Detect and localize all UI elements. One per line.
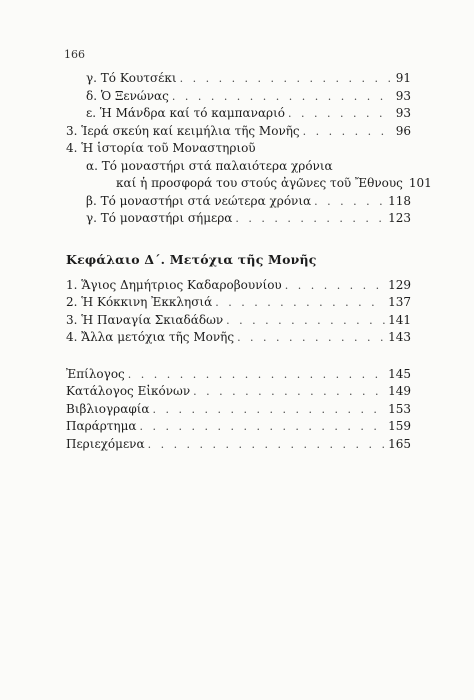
toc-entry-page: 143 <box>388 330 411 344</box>
toc-entry-page: 145 <box>388 366 411 381</box>
toc-entry-label: α. Τό μοναστήρι στά παλαιότερα χρόνια <box>86 158 333 173</box>
toc-entry-page: 93 <box>395 106 411 120</box>
dot-leader <box>215 294 385 312</box>
toc-entry <box>66 70 411 88</box>
toc-entry-page: 129 <box>388 277 411 292</box>
dot-leader <box>153 401 386 419</box>
toc-entry <box>66 210 411 228</box>
dot-leader <box>285 277 385 295</box>
dot-leader <box>288 105 393 123</box>
toc-entry-label: Ἐπίλογος <box>66 366 125 381</box>
toc-entry-label: Κατάλογος Εἰκόνων <box>66 384 191 398</box>
toc-entry-label: γ. Τό μοναστήρι σήμερα <box>86 211 233 225</box>
toc-entry-label: δ. Ὁ Ξενώνας <box>86 88 169 103</box>
dot-leader <box>314 193 385 211</box>
toc-entry <box>66 401 411 419</box>
toc-entry <box>66 329 411 347</box>
dot-leader <box>193 383 385 401</box>
toc-entry <box>66 383 411 401</box>
dot-leader <box>303 123 393 141</box>
toc-entry-label: Περιεχόμενα <box>66 436 145 451</box>
toc-entry-label: 3. Ἡ Παναγία Σκιαδάδων <box>66 312 224 327</box>
toc-entry <box>66 366 411 384</box>
toc-entry <box>66 123 411 141</box>
page-number: 166 <box>64 48 85 61</box>
toc-entry-label: γ. Τό Κουτσέκι <box>86 71 177 85</box>
toc-entry-page: 159 <box>388 419 411 433</box>
toc-entry-page: 141 <box>388 312 411 327</box>
toc-entry-page: 118 <box>388 193 411 208</box>
dot-leader <box>237 329 385 347</box>
toc-entry <box>66 175 432 193</box>
toc-entry <box>66 312 411 330</box>
chapter-heading: Κεφάλαιο Δ΄. Μετόχια τῆς Μονῆς <box>66 251 317 267</box>
toc-entry-page: 91 <box>395 71 411 85</box>
table-of-contents <box>66 70 432 453</box>
dot-leader <box>128 366 385 384</box>
toc-entry-page: 93 <box>395 88 411 103</box>
dot-leader <box>140 418 386 436</box>
toc-entry-label: 4. Ἄλλα μετόχια τῆς Μονῆς <box>66 330 235 344</box>
toc-entry <box>66 418 411 436</box>
dot-leader <box>235 210 385 228</box>
toc-entry-page: 96 <box>395 123 411 138</box>
toc-entry <box>66 277 411 295</box>
dot-leader <box>172 88 393 106</box>
toc-entry-page: 137 <box>388 295 411 309</box>
toc-entry <box>66 88 411 106</box>
toc-entry-label: καί ἡ προσφορά του στούς ἀγῶνες τοῦ Ἔθνους <box>116 176 403 190</box>
toc-entry-label: Παράρτημα <box>66 419 137 433</box>
toc-entry <box>66 105 411 123</box>
toc-entry-page: 165 <box>388 436 411 451</box>
toc-entry-label: ε. Ἡ Μάνδρα καί τό καμπαναριό <box>86 106 286 120</box>
toc-entry-page: 101 <box>408 176 432 190</box>
toc-entry-label: 1. Ἅγιος Δημήτριος Καδαροβουνίου <box>66 277 282 292</box>
toc-entry-label: 2. Ἡ Κόκκινη Ἐκκλησιά <box>66 295 213 309</box>
toc-entry-page: 153 <box>388 401 411 416</box>
toc-entry-page: 123 <box>388 211 411 225</box>
toc-entry <box>66 193 411 211</box>
toc-entry <box>66 436 411 454</box>
toc-entry-label: 4. Ἡ ἱστορία τοῦ Μοναστηριοῦ <box>66 141 256 155</box>
dot-leader <box>148 436 386 454</box>
toc-entry-label: Βιβλιογραφία <box>66 401 150 416</box>
toc-entry-label: β. Τό μοναστήρι στά νεώτερα χρόνια <box>86 193 312 208</box>
toc-entry-page: 149 <box>388 384 411 398</box>
dot-leader <box>226 312 385 330</box>
toc-entry-label: 3. Ἱερά σκεύη καί κειμήλια τῆς Μονῆς <box>66 123 300 138</box>
dot-leader <box>180 70 393 88</box>
toc-entry <box>66 294 411 312</box>
